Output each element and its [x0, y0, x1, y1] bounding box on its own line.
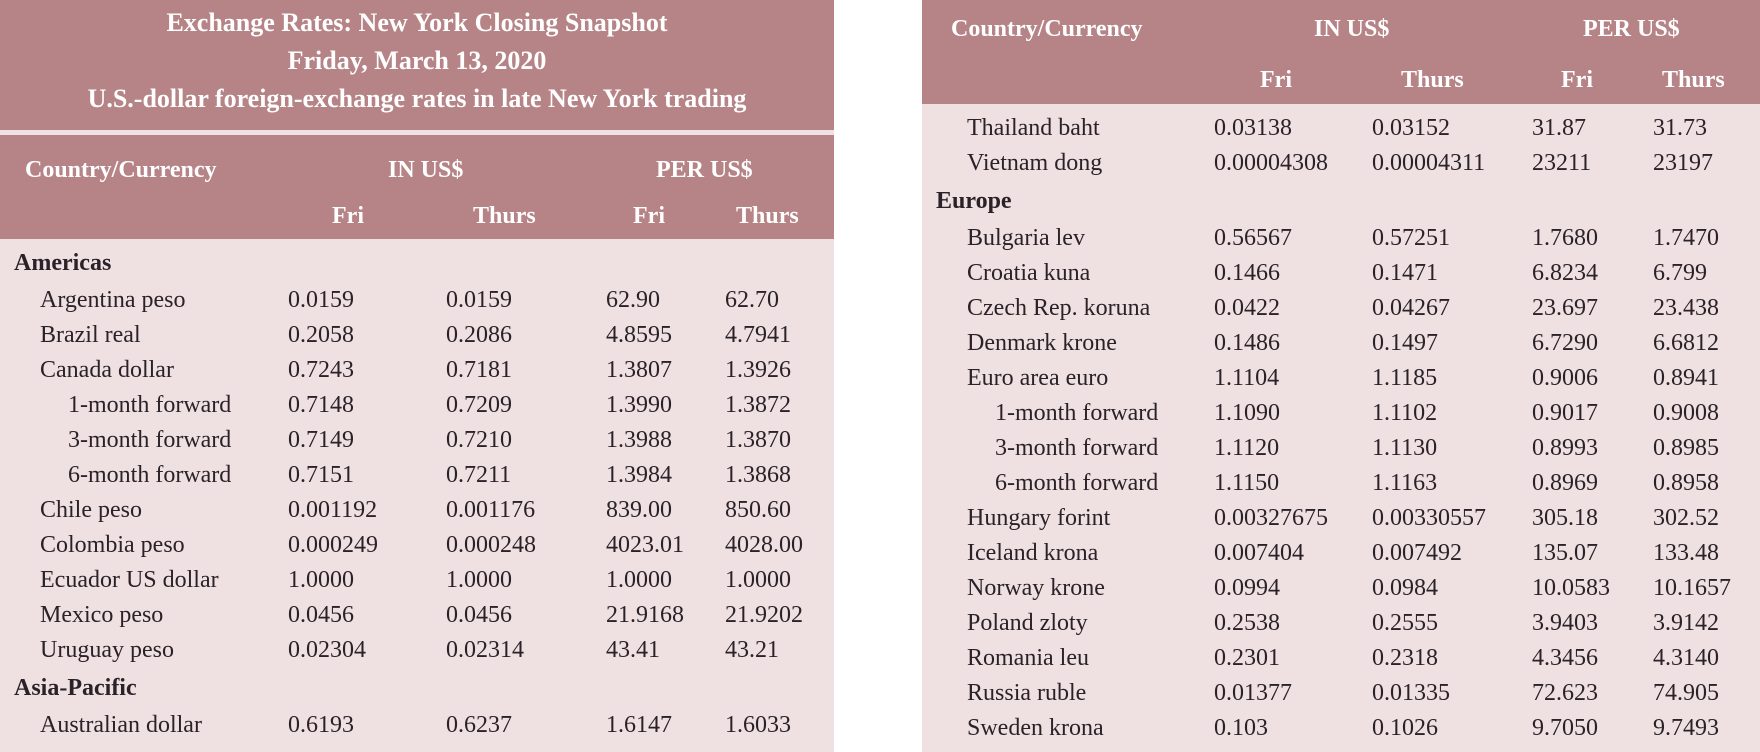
column-header	[922, 0, 1760, 104]
table-row	[922, 396, 1760, 431]
cell-per-us-fri: 839.00	[606, 497, 672, 523]
cell-per-us-thurs: 4.7941	[725, 322, 791, 348]
cell-per-us-thurs: 9.7493	[1653, 715, 1719, 741]
cell-in-us-fri: 0.2058	[288, 322, 354, 348]
cell-per-us-thurs: 302.52	[1653, 505, 1719, 531]
currency-name: Vietnam dong	[967, 150, 1103, 176]
cell-in-us-thurs: 0.7181	[446, 357, 512, 383]
section-title: Asia-Pacific	[14, 674, 137, 701]
cell-per-us-fri: 23.697	[1532, 295, 1598, 321]
cell-per-us-fri: 6.7290	[1532, 330, 1598, 356]
cell-in-us-thurs: 0.001176	[446, 497, 536, 523]
table-row	[922, 571, 1760, 606]
table-row	[0, 353, 834, 388]
cell-per-us-thurs: 23197	[1653, 150, 1713, 176]
table-row	[0, 633, 834, 668]
cell-per-us-fri: 1.3984	[606, 462, 672, 488]
cell-in-us-fri: 0.0994	[1214, 575, 1280, 601]
cell-in-us-fri: 0.0159	[288, 287, 354, 313]
cell-in-us-thurs: 0.7211	[446, 462, 512, 488]
table-row	[0, 458, 834, 493]
report-subtitle: U.S.-dollar foreign-exchange rates in late New York trading	[87, 84, 747, 113]
cell-per-us-thurs: 3.9142	[1653, 610, 1719, 636]
cell-per-us-thurs: 1.7470	[1653, 225, 1719, 251]
rates-table-right	[922, 111, 1760, 746]
currency-name: 6-month forward	[995, 470, 1159, 496]
table-row	[0, 708, 834, 743]
col-header-fri-per: Fri	[1561, 67, 1593, 93]
left-rates-panel	[0, 0, 834, 752]
table-row	[922, 221, 1760, 256]
table-row	[922, 256, 1760, 291]
cell-in-us-fri: 0.001192	[288, 497, 378, 523]
table-row	[0, 283, 834, 318]
table-row	[0, 563, 834, 598]
cell-in-us-thurs: 0.03152	[1372, 115, 1450, 141]
cell-in-us-thurs: 0.01335	[1372, 680, 1450, 706]
right-rates-panel	[922, 0, 1760, 752]
table-row	[922, 111, 1760, 146]
cell-in-us-fri: 0.00327675	[1214, 505, 1328, 531]
currency-name: Sweden krona	[967, 715, 1104, 741]
cell-in-us-fri: 0.03138	[1214, 115, 1292, 141]
cell-in-us-fri: 1.1120	[1214, 435, 1280, 461]
cell-per-us-fri: 72.623	[1532, 680, 1598, 706]
cell-per-us-fri: 1.7680	[1532, 225, 1598, 251]
cell-in-us-thurs: 0.2086	[446, 322, 512, 348]
report-title: Exchange Rates: New York Closing Snapshot	[166, 8, 668, 37]
cell-in-us-fri: 0.56567	[1214, 225, 1292, 251]
currency-name: Czech Rep. koruna	[967, 295, 1151, 321]
cell-per-us-thurs: 0.9008	[1653, 400, 1719, 426]
currency-name: Denmark krone	[967, 330, 1117, 356]
column-header	[0, 135, 834, 239]
cell-in-us-thurs: 0.7209	[446, 392, 512, 418]
cell-in-us-fri: 0.7243	[288, 357, 354, 383]
cell-per-us-thurs: 1.3870	[725, 427, 791, 453]
table-row	[922, 501, 1760, 536]
cell-in-us-thurs: 0.00004311	[1372, 150, 1486, 176]
table-row	[0, 318, 834, 353]
table-row	[922, 361, 1760, 396]
table-row	[922, 291, 1760, 326]
col-header-country: Country/Currency	[25, 157, 217, 183]
cell-per-us-fri: 4.8595	[606, 322, 672, 348]
cell-in-us-thurs: 1.1163	[1372, 470, 1438, 496]
cell-per-us-fri: 135.07	[1532, 540, 1598, 566]
cell-in-us-thurs: 1.0000	[446, 567, 512, 593]
cell-per-us-thurs: 1.3926	[725, 357, 791, 383]
cell-per-us-fri: 305.18	[1532, 505, 1598, 531]
currency-name: 3-month forward	[995, 435, 1159, 461]
report-date: Friday, March 13, 2020	[287, 46, 547, 75]
cell-in-us-fri: 0.7148	[288, 392, 354, 418]
table-row	[922, 606, 1760, 641]
currency-name: Norway krone	[967, 575, 1105, 601]
col-header-country: Country/Currency	[951, 16, 1143, 42]
col-header-fri-in: Fri	[332, 203, 364, 229]
currency-name: Bulgaria lev	[967, 225, 1085, 251]
cell-per-us-thurs: 850.60	[725, 497, 791, 523]
col-header-per-us: PER US$	[1583, 16, 1680, 42]
cell-per-us-fri: 1.3807	[606, 357, 672, 383]
cell-per-us-fri: 31.87	[1532, 115, 1586, 141]
cell-in-us-fri: 0.6193	[288, 712, 354, 738]
cell-per-us-thurs: 1.3868	[725, 462, 791, 488]
cell-in-us-thurs: 1.1185	[1372, 365, 1438, 391]
currency-name: Chile peso	[40, 497, 142, 523]
cell-in-us-thurs: 0.57251	[1372, 225, 1450, 251]
col-header-thurs-per: Thurs	[1662, 67, 1725, 93]
cell-in-us-thurs: 0.04267	[1372, 295, 1450, 321]
cell-per-us-fri: 0.9017	[1532, 400, 1598, 426]
cell-in-us-fri: 0.7151	[288, 462, 354, 488]
cell-in-us-fri: 1.1150	[1214, 470, 1280, 496]
cell-per-us-thurs: 4.3140	[1653, 645, 1719, 671]
currency-name: Thailand baht	[967, 115, 1100, 141]
currency-name: Argentina peso	[40, 287, 186, 313]
cell-in-us-thurs: 0.007492	[1372, 540, 1462, 566]
cell-per-us-thurs: 62.70	[725, 287, 779, 313]
currency-name: Euro area euro	[967, 365, 1109, 391]
table-row	[922, 466, 1760, 501]
cell-in-us-thurs: 0.7210	[446, 427, 512, 453]
cell-per-us-fri: 23211	[1532, 150, 1592, 176]
cell-in-us-thurs: 0.6237	[446, 712, 512, 738]
cell-in-us-fri: 0.00004308	[1214, 150, 1328, 176]
cell-in-us-thurs: 0.1026	[1372, 715, 1438, 741]
col-header-thurs-in: Thurs	[473, 203, 536, 229]
cell-per-us-fri: 10.0583	[1532, 575, 1610, 601]
cell-in-us-fri: 1.1090	[1214, 400, 1280, 426]
section-header-row	[0, 243, 834, 283]
table-row	[0, 423, 834, 458]
cell-per-us-thurs: 4028.00	[725, 532, 803, 558]
cell-per-us-thurs: 43.21	[725, 637, 779, 663]
currency-name: 6-month forward	[68, 462, 232, 488]
section-header-row	[0, 668, 834, 708]
col-header-in-us: IN US$	[1314, 16, 1390, 42]
cell-per-us-thurs: 0.8941	[1653, 365, 1719, 391]
currency-name: Australian dollar	[40, 712, 202, 738]
currency-name: Hungary forint	[967, 505, 1111, 531]
cell-in-us-fri: 0.2538	[1214, 610, 1280, 636]
section-title: Americas	[14, 249, 112, 276]
cell-in-us-fri: 1.0000	[288, 567, 354, 593]
cell-per-us-thurs: 0.8958	[1653, 470, 1719, 496]
currency-name: Brazil real	[40, 322, 141, 348]
table-row	[0, 388, 834, 423]
table-row	[0, 493, 834, 528]
cell-in-us-thurs: 0.00330557	[1372, 505, 1486, 531]
currency-name: Poland zloty	[967, 610, 1088, 636]
currency-name: Ecuador US dollar	[40, 567, 219, 593]
currency-name: Russia ruble	[967, 680, 1087, 706]
section-title: Europe	[936, 187, 1012, 214]
cell-in-us-fri: 0.2301	[1214, 645, 1280, 671]
cell-in-us-thurs: 0.02314	[446, 637, 524, 663]
cell-in-us-thurs: 0.1471	[1372, 260, 1438, 286]
table-row	[922, 431, 1760, 466]
cell-in-us-thurs: 0.0159	[446, 287, 512, 313]
table-row	[922, 711, 1760, 746]
table-row	[922, 326, 1760, 361]
cell-in-us-fri: 1.1104	[1214, 365, 1280, 391]
currency-name: Mexico peso	[40, 602, 164, 628]
rates-table-left	[0, 243, 834, 743]
currency-name: Romania leu	[967, 645, 1089, 671]
cell-per-us-thurs: 1.0000	[725, 567, 791, 593]
cell-per-us-thurs: 1.6033	[725, 712, 791, 738]
table-row	[922, 676, 1760, 711]
cell-in-us-fri: 0.7149	[288, 427, 354, 453]
cell-per-us-fri: 0.8993	[1532, 435, 1598, 461]
cell-per-us-thurs: 133.48	[1653, 540, 1719, 566]
cell-per-us-fri: 9.7050	[1532, 715, 1598, 741]
cell-per-us-fri: 43.41	[606, 637, 660, 663]
section-header-row	[922, 181, 1760, 221]
cell-in-us-thurs: 0.0984	[1372, 575, 1438, 601]
cell-in-us-fri: 0.0422	[1214, 295, 1280, 321]
cell-per-us-fri: 1.0000	[606, 567, 672, 593]
table-row	[922, 536, 1760, 571]
cell-per-us-fri: 4.3456	[1532, 645, 1598, 671]
cell-in-us-fri: 0.01377	[1214, 680, 1292, 706]
col-header-fri-per: Fri	[633, 203, 665, 229]
currency-name: 1-month forward	[68, 392, 232, 418]
currency-name: Croatia kuna	[967, 260, 1091, 286]
cell-in-us-fri: 0.000249	[288, 532, 378, 558]
cell-per-us-fri: 3.9403	[1532, 610, 1598, 636]
table-row	[0, 598, 834, 633]
cell-per-us-fri: 1.6147	[606, 712, 672, 738]
cell-per-us-thurs: 23.438	[1653, 295, 1719, 321]
cell-per-us-fri: 62.90	[606, 287, 660, 313]
col-header-fri-in: Fri	[1260, 67, 1292, 93]
currency-name: Uruguay peso	[40, 637, 174, 663]
cell-per-us-thurs: 0.8985	[1653, 435, 1719, 461]
currency-name: 1-month forward	[995, 400, 1159, 426]
cell-in-us-thurs: 1.1102	[1372, 400, 1438, 426]
cell-per-us-thurs: 21.9202	[725, 602, 803, 628]
cell-in-us-fri: 0.007404	[1214, 540, 1304, 566]
cell-per-us-thurs: 6.6812	[1653, 330, 1719, 356]
cell-in-us-thurs: 0.1497	[1372, 330, 1438, 356]
col-header-thurs-in: Thurs	[1401, 67, 1464, 93]
cell-per-us-thurs: 1.3872	[725, 392, 791, 418]
cell-in-us-fri: 0.02304	[288, 637, 366, 663]
cell-per-us-thurs: 10.1657	[1653, 575, 1731, 601]
cell-per-us-fri: 1.3990	[606, 392, 672, 418]
cell-in-us-fri: 0.103	[1214, 715, 1268, 741]
cell-per-us-thurs: 6.799	[1653, 260, 1707, 286]
cell-per-us-fri: 0.8969	[1532, 470, 1598, 496]
cell-per-us-thurs: 31.73	[1653, 115, 1707, 141]
cell-in-us-thurs: 0.2318	[1372, 645, 1438, 671]
cell-per-us-fri: 6.8234	[1532, 260, 1598, 286]
cell-in-us-thurs: 1.1130	[1372, 435, 1438, 461]
currency-name: Colombia peso	[40, 532, 185, 558]
col-header-thurs-per: Thurs	[736, 203, 799, 229]
cell-in-us-thurs: 0.000248	[446, 532, 536, 558]
table-row	[922, 641, 1760, 676]
currency-name: 3-month forward	[68, 427, 232, 453]
cell-in-us-fri: 0.1466	[1214, 260, 1280, 286]
cell-per-us-fri: 0.9006	[1532, 365, 1598, 391]
table-row	[0, 528, 834, 563]
table-row	[922, 146, 1760, 181]
currency-name: Iceland krona	[967, 540, 1099, 566]
col-header-in-us: IN US$	[388, 157, 464, 183]
currency-name: Canada dollar	[40, 357, 174, 383]
cell-in-us-thurs: 0.2555	[1372, 610, 1438, 636]
col-header-per-us: PER US$	[656, 157, 753, 183]
cell-per-us-fri: 21.9168	[606, 602, 684, 628]
title-block	[0, 0, 834, 130]
cell-per-us-thurs: 74.905	[1653, 680, 1719, 706]
cell-per-us-fri: 4023.01	[606, 532, 684, 558]
cell-in-us-thurs: 0.0456	[446, 602, 512, 628]
cell-in-us-fri: 0.0456	[288, 602, 354, 628]
cell-per-us-fri: 1.3988	[606, 427, 672, 453]
cell-in-us-fri: 0.1486	[1214, 330, 1280, 356]
